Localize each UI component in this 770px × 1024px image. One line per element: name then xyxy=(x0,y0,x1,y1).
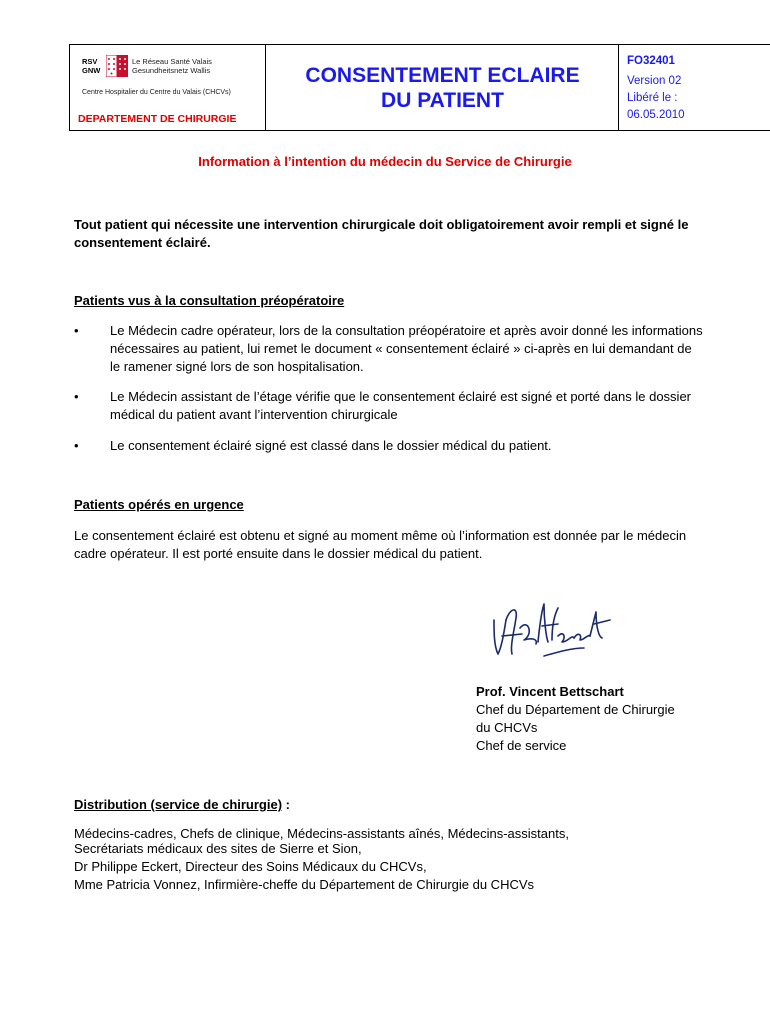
list-item-text: Le Médecin cadre opérateur, lors de la consultation préopératoire et après avoir donné les informations nécessaires au patient, lui remet le document « consentement éclairé » ci-après en lui demandant de le ramener signé lors de son hospitalisation. xyxy=(110,323,703,374)
distribution-line: Secrétariats médicaux des sites de Sierre et Sion, xyxy=(74,841,362,856)
distribution-heading-label: Distribution (service de chirurgie) xyxy=(74,797,283,812)
document-subtitle: Information à l’intention du médecin du Service de Chirurgie xyxy=(198,154,572,169)
title-line-1: CONSENTEMENT ECLAIRE xyxy=(305,64,580,87)
header-meta-cell xyxy=(619,45,709,130)
list-item-text: Le consentement éclairé signé est classé dans le dossier médical du patient. xyxy=(110,438,552,453)
version-label: Version 02 xyxy=(627,75,682,87)
form-code: FO32401 xyxy=(627,55,675,67)
distribution-line: Médecins-cadres, Chefs de clinique, Médecins-assistants aînés, Médecins-assistants, xyxy=(74,826,569,841)
list-item-text: Le Médecin assistant de l’étage vérifie que le consentement éclairé est signé et porté dans le dossier médical du patient avant l’intervention chirurgicale xyxy=(110,389,692,422)
logo-name-fr: Le Réseau Santé Valais xyxy=(132,57,212,66)
distribution-heading xyxy=(74,797,290,812)
logo-abbr-rsv: RSV xyxy=(82,57,98,66)
header-logo-cell xyxy=(70,45,266,130)
title-line-2: DU PATIENT xyxy=(381,89,504,112)
header-table xyxy=(69,44,770,131)
bullet-dot: • xyxy=(74,438,79,453)
distribution-heading-colon: : xyxy=(282,797,290,812)
distribution-line: Mme Patricia Vonnez, Infirmière-cheffe du Département de Chirurgie du CHCVs xyxy=(74,877,535,892)
signatory-name: Prof. Vincent Bettschart xyxy=(476,684,624,699)
logo-network-name xyxy=(132,57,212,75)
consultation-heading: Patients vus à la consultation préopératoire xyxy=(74,293,345,308)
emergency-heading: Patients opérés en urgence xyxy=(74,497,244,512)
logo-abbreviation xyxy=(82,57,100,75)
distribution-line: Dr Philippe Eckert, Directeur des Soins Médicaux du CHCVs, xyxy=(74,859,427,874)
handwritten-signature xyxy=(488,598,618,668)
bullet-dot: • xyxy=(74,323,79,338)
logo-abbr-gnw: GNW xyxy=(82,66,101,75)
valais-flag-icon xyxy=(106,55,128,77)
signatory-role: Chef de service xyxy=(476,738,567,753)
released-date: 06.05.2010 xyxy=(627,109,685,121)
header-title-cell xyxy=(266,45,619,130)
document-title xyxy=(266,63,619,113)
signatory-role: Chef du Département de Chirurgie xyxy=(476,702,675,717)
hospital-name: Centre Hospitalier du Centre du Valais (CHCVs) xyxy=(82,89,231,96)
bullet-dot: • xyxy=(74,389,79,404)
logo-name-de: Gesundheitsnetz Wallis xyxy=(132,66,211,75)
signatory-block xyxy=(476,683,675,755)
emergency-text: Le consentement éclairé est obtenu et signé au moment même où l’information est donnée par le médecin cadre opérateur. Il est porté ensuite dans le dossier médical du patient. xyxy=(74,528,687,561)
signatory-role: du CHCVs xyxy=(476,720,538,735)
released-label: Libéré le : xyxy=(627,92,678,104)
department-label: DEPARTEMENT DE CHIRURGIE xyxy=(78,113,237,125)
intro-statement: Tout patient qui nécessite une intervention chirurgicale doit obligatoirement avoir rempli et signé le consentement éclairé. xyxy=(74,217,689,250)
